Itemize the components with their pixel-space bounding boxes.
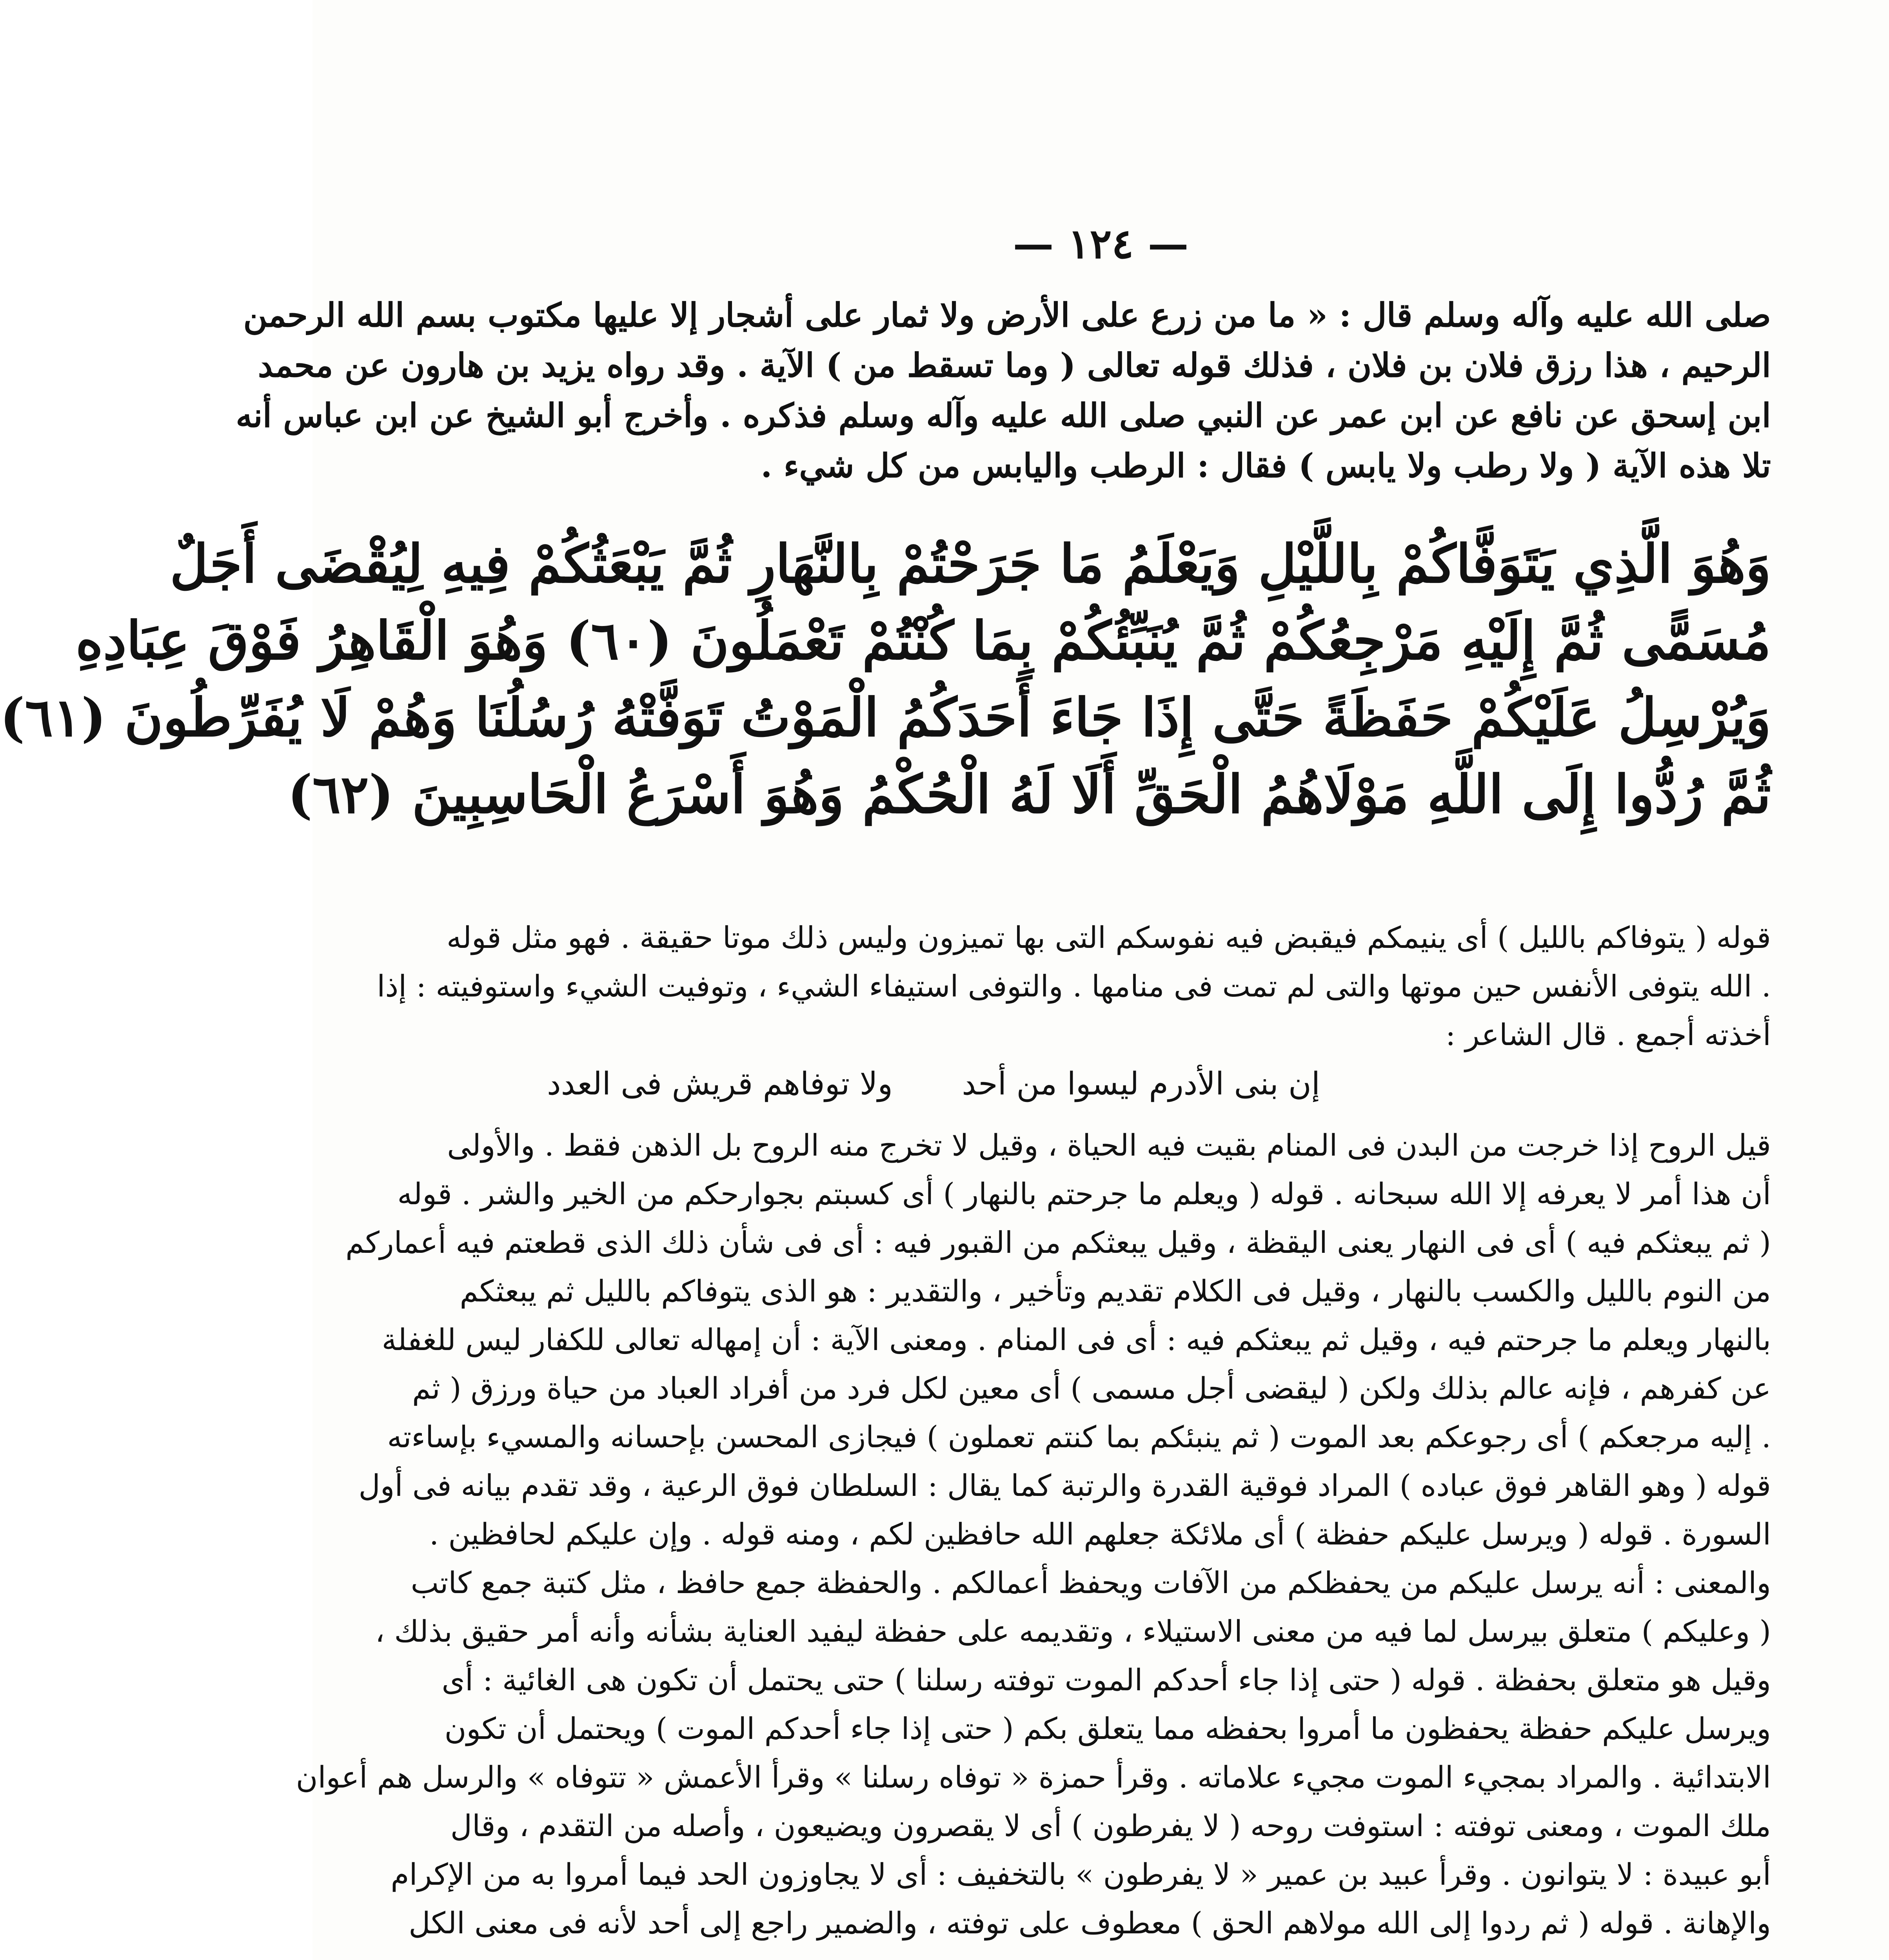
commentary-line: الابتدائية . والمراد بمجيء الموت مجيء علاماته . وقرأ حمزة « توفاه رسلنا » وقرأ الأعمش « تتوفاه » والرسل هم أعوان bbox=[296, 1760, 1771, 1795]
commentary-line: السورة . قوله ( ويرسل عليكم حفظة ) أى ملائكة جعلهم الله حافظين لكم ، ومنه قوله . وإن عليكم لحافظين . bbox=[429, 1517, 1771, 1552]
intro-line: تلا هذه الآية ( ولا رطب ولا يابس ) فقال : الرطب واليابس من كل شيء . bbox=[761, 446, 1771, 485]
commentary-line: أن هذا أمر لا يعرفه إلا الله سبحانه . قوله ( ويعلم ما جرحتم بالنهار ) أى كسبتم بجوارحكم من الخير والشر . قوله bbox=[397, 1176, 1771, 1211]
commentary-line: وقيل هو متعلق بحفظة . قوله ( حتى إذا جاء أحدكم الموت توفته رسلنا ) حتى يحتمل أن تكون هى الغائية : أى bbox=[441, 1662, 1771, 1697]
commentary-line: ملك الموت ، ومعنى توفته : استوفت روحه ( لا يفرطون ) أى لا يقصرون ويضيعون ، وأصله من التقدم ، وقال bbox=[450, 1808, 1771, 1843]
poetry-second-hemistich: ولا توفاهم قريش فى العدد bbox=[547, 1065, 893, 1102]
intro-line: الرحيم ، هذا رزق فلان بن فلان ، فذلك قوله تعالى ( وما تسقط من ) الآية . وقد رواه يزيد بن هارون عن محمد bbox=[258, 346, 1771, 385]
commentary-line: قوله ( وهو القاهر فوق عباده ) المراد فوقية القدرة والرتبة كما يقال : السلطان فوق الرعية ، وقد تقدم بيانه فى أول bbox=[358, 1468, 1771, 1503]
intro-paragraph bbox=[236, 290, 1771, 491]
verse-line: وَهُوَ الَّذِي يَتَوَفَّاكُمْ بِاللَّيْلِ وَيَعْلَمُ مَا جَرَحْتُمْ بِالنَّهَارِ ثُمَّ يَبْعَثُكُمْ فِيهِ لِيُقْضَى أَجَلٌ bbox=[170, 533, 1771, 595]
commentary-line: والإهانة . قوله ( ثم ردوا إلى الله مولاهم الحق ) معطوف على توفته ، والضمير راجع إلى أحد لأنه فى معنى الكل bbox=[409, 1906, 1771, 1940]
commentary-line: والمعنى : أنه يرسل عليكم من يحفظكم من الآفات ويحفظ أعمالكم . والحفظة جمع حافظ ، مثل كتبة جمع كاتب bbox=[410, 1565, 1771, 1600]
verse-line: ثُمَّ رُدُّوا إِلَى اللَّهِ مَوْلَاهُمُ الْحَقِّ أَلَا لَهُ الْحُكْمُ وَهُوَ أَسْرَعُ الْحَاسِبِينَ (٦٢) bbox=[287, 763, 1771, 825]
commentary-line: أخذته أجمع . قال الشاعر : bbox=[1445, 1017, 1771, 1052]
commentary-line: قوله ( يتوفاكم بالليل ) أى ينيمكم فيقبض فيه نفوسكم التى بها تميزون وليس ذلك موتا حقيقة . فهو مثل قوله bbox=[446, 920, 1771, 955]
commentary-line: بالنهار ويعلم ما جرحتم فيه ، وقيل ثم يبعثكم فيه : أى فى المنام . ومعنى الآية : أن إمهاله تعالى للكفار ليس للغفلة bbox=[381, 1322, 1771, 1357]
poetry-verse bbox=[430, 1058, 1771, 1109]
commentary-line: ويرسل عليكم حفظة يحفظون ما أمروا بحفظه مما يتعلق بكم ( حتى إذا جاء أحدكم الموت ) ويحتمل أن تكون bbox=[444, 1711, 1771, 1746]
intro-line: صلى الله عليه وآله وسلم قال : « ما من زرع على الأرض ولا ثمار على أشجار إلا عليها مكتوب بسم الله الرحمن bbox=[243, 296, 1771, 334]
verse-line: وَيُرْسِلُ عَلَيْكُمْ حَفَظَةً حَتَّى إِذَا جَاءَ أَحَدَكُمُ الْمَوْتُ تَوَفَّتْهُ رُسُلُنَا وَهُمْ لَا يُفَرِّطُونَ (٦١) bbox=[0, 686, 1771, 748]
quran-verses bbox=[0, 525, 1771, 833]
commentary-line: . الله يتوفى الأنفس حين موتها والتى لم تمت فى منامها . والتوفى استيفاء الشيء ، وتوفيت الشيء واستوفيته : إذا bbox=[377, 969, 1771, 1004]
commentary-line: ( ثم يبعثكم فيه ) أى فى النهار يعنى اليقظة ، وقيل يبعثكم من القبور فيه : أى فى شأن ذلك الذى قطعتم فيه أعماركم bbox=[345, 1225, 1771, 1260]
intro-line: ابن إسحق عن نافع عن ابن عمر عن النبي صلى الله عليه وآله وسلم فذكره . وأخرج أبو الشيخ عن ابن عباس أنه bbox=[236, 396, 1771, 435]
poetry-first-hemistich: إن بنى الأدرم ليسوا من أحد bbox=[962, 1065, 1320, 1102]
page-number: — ١٢٤ — bbox=[1013, 220, 1189, 268]
commentary-line: أبو عبيدة : لا يتوانون . وقرأ عبيد بن عمير « لا يفرطون » بالتخفيف : أى لا يجاوزون الحد فيما أمروا به من الإكرام bbox=[391, 1857, 1771, 1892]
commentary-paragraph bbox=[296, 1121, 1771, 1947]
commentary-line: قيل الروح إذا خرجت من البدن فى المنام بقيت فيه الحياة ، وقيل لا تخرج منه الروح بل الذهن فقط . والأولى bbox=[447, 1128, 1771, 1163]
commentary-line: ( وعليكم ) متعلق بيرسل لما فيه من معنى الاستيلاء ، وتقديمه على حفظة ليفيد العناية بشأنه وأنه أمر حقيق بذلك ، bbox=[375, 1614, 1771, 1649]
commentary-line: . إليه مرجعكم ) أى رجوعكم بعد الموت ( ثم ينبئكم بما كنتم تعملون ) فيجازى المحسن بإحسانه والمسيء بإساءته bbox=[387, 1419, 1771, 1454]
commentary-line: عن كفرهم ، فإنه عالم بذلك ولكن ( ليقضى أجل مسمى ) أى معين لكل فرد من أفراد العباد من حياة ورزق ( ثم bbox=[412, 1371, 1771, 1406]
verse-line: مُسَمًّى ثُمَّ إِلَيْهِ مَرْجِعُكُمْ ثُمَّ يُنَبِّئُكُمْ بِمَا كُنْتُمْ تَعْمَلُونَ (٦٠) وَهُوَ الْقَاهِرُ فَوْقَ عِبَادِهِ bbox=[75, 610, 1771, 671]
commentary-paragraph bbox=[377, 913, 1771, 1059]
commentary-line: من النوم بالليل والكسب بالنهار ، وقيل فى الكلام تقديم وتأخير ، والتقدير : هو الذى يتوفاكم بالليل ثم يبعثكم bbox=[460, 1274, 1771, 1308]
